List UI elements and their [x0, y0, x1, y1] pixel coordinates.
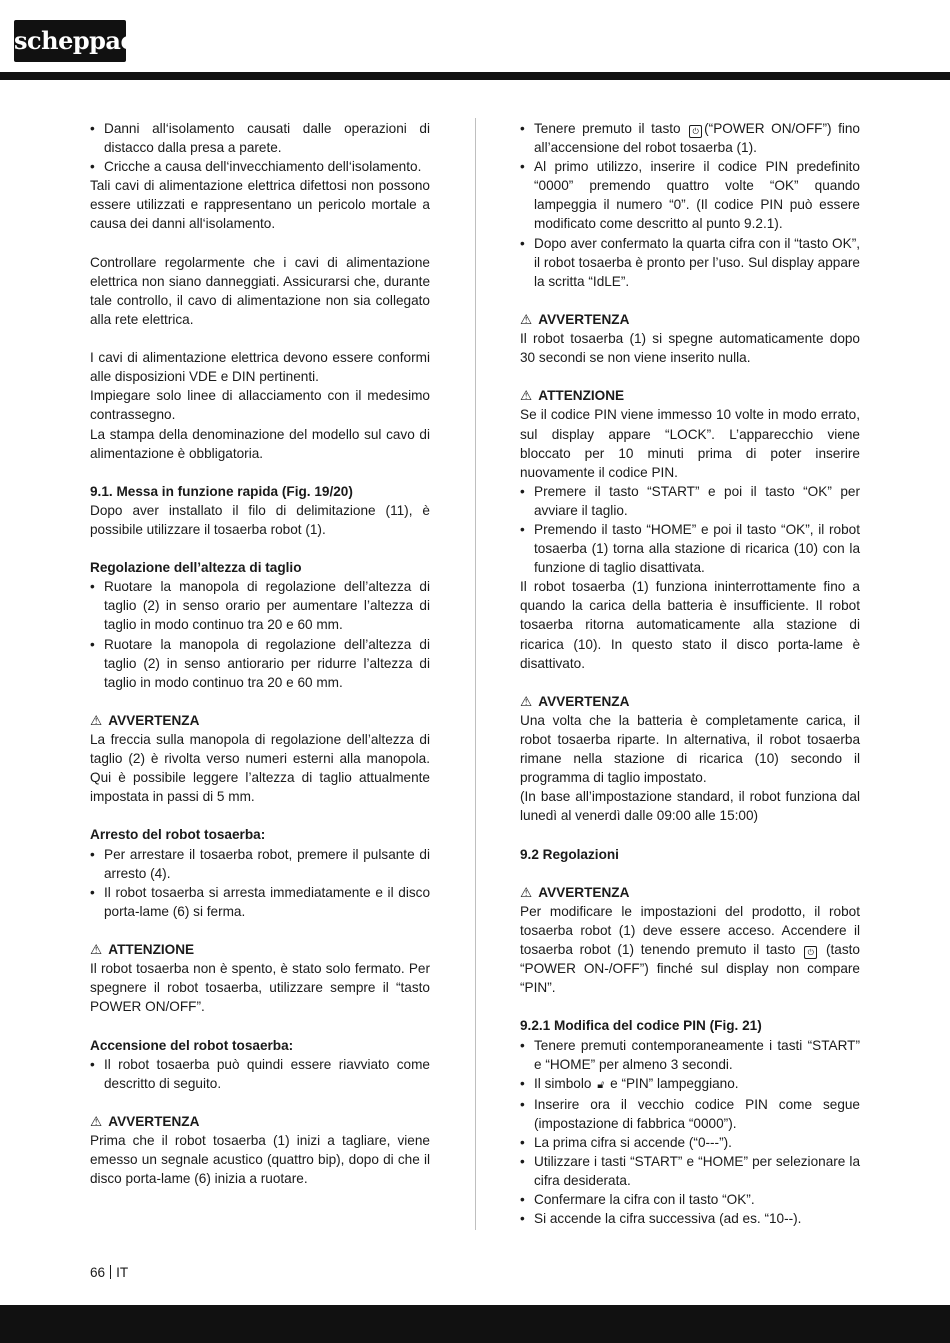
subsection-heading: 9.2.1 Modifica del codice PIN (Fig. 21) — [520, 1018, 762, 1034]
warning-heading: ⚠ AVVERTENZA — [520, 692, 860, 711]
warning-triangle-icon: ⚠ — [520, 884, 533, 900]
list-item: • Ruotare la manopola di regolazione dell’altezza di taglio (2) in senso orario per aumentare l’altezza di taglio in modo continuo tra 20 e 60 mm. — [90, 577, 430, 634]
warning-heading: ⚠ AVVERTENZA — [90, 711, 430, 730]
subsection-heading: Arresto del robot tosaerba: — [90, 827, 266, 843]
stop-list — [90, 845, 430, 921]
list-item: • Utilizzare i tasti “START” e “HOME” per selezionare la cifra desiderata. — [520, 1152, 860, 1190]
list-item: • Al primo utilizzo, inserire il codice PIN predefinito “0000” premendo quattro volte “OK” quando lampeggia il numero “0”. (Il codice PIN può essere modificato come descritto al punto 9.2.1). — [520, 157, 860, 233]
list-item: • Il robot tosaerba può quindi essere riavviato come descritto di seguito. — [90, 1055, 430, 1093]
section-heading: 9.2 Regolazioni — [520, 846, 619, 862]
paragraph: Impiegare solo linee di allacciamento con il medesimo contrassegno. — [90, 388, 430, 423]
list-item: • Per arrestare il tosaerba robot, premere il pulsante di arresto (4). — [90, 845, 430, 883]
list-item: • Ruotare la manopola di regolazione dell’altezza di taglio (2) in senso antiorario per ridurre l’altezza di taglio in modo continuo tra 20 e 60 mm. — [90, 635, 430, 692]
paragraph: La stampa della denominazione del modello sul cavo di alimentazione è obbligatoria. — [90, 426, 430, 461]
scheppach-logo: scheppach — [14, 20, 126, 62]
warning-triangle-icon: ⚠ — [520, 693, 533, 709]
cutting-height-list — [90, 577, 430, 692]
paragraph: Se il codice PIN viene immesso 10 volte in modo errato, sul display appare “LOCK”. L’apparecchio viene bloccato per 10 minuti prima di poter inserire nuovamente il codice PIN. — [520, 407, 860, 480]
left-column — [90, 119, 430, 1188]
paragraph: Il robot tosaerba (1) si spegne automaticamente dopo 30 secondi se non viene inserito nulla. — [520, 331, 860, 366]
warning-triangle-icon: ⚠ — [520, 388, 533, 404]
power-on-list — [90, 1055, 430, 1093]
paragraph: La freccia sulla manopola di regolazione dell’altezza di taglio (2) è rivolta verso numeri esterni alla manopola. Qui è possibile leggere l’altezza di taglio attualmente impostata in passi di 5 mm. — [90, 732, 430, 805]
list-item: • Tenere premuto il tasto ⏻ (“POWER ON/OFF”) fino all’accensione del robot tosaerba (1). — [520, 119, 860, 157]
paragraph: Per modificare le impostazioni del prodotto, il robot tosaerba robot (1) deve essere acceso. Accendere il tosaerba robot (1) tenendo premuto il tasto ⏻ (tasto “POWER ON-/OFF”) finché sul display non compare “PIN”. — [520, 903, 860, 996]
page-number: 66 — [90, 1265, 106, 1280]
lock-icon: 🔓︎ — [597, 1078, 605, 1091]
list-item: • La prima cifra si accende (“0---”). — [520, 1133, 860, 1152]
language-code: IT — [116, 1265, 129, 1280]
footer-separator — [110, 1265, 111, 1279]
list-item: • Dopo aver confermato la quarta cifra con il “tasto OK”, il robot tosaerba è pronto per l’uso. Sul display appare la scritta “IdLE”. — [520, 234, 860, 291]
warning-triangle-icon: ⚠ — [90, 712, 103, 728]
operation-list — [520, 482, 860, 577]
list-item: • Il simbolo 🔓︎ e “PIN” lampeggiano. — [520, 1074, 860, 1095]
warning-heading: ⚠ AVVERTENZA — [90, 1112, 430, 1131]
caution-heading: ⚠ ATTENZIONE — [90, 940, 430, 959]
paragraph: Il robot tosaerba (1) funziona ininterrottamente fino a quando la carica della batteria è insufficiente. Il robot tosaerba ritorna automaticamente alla stazione di ricarica (10). In questo stato il disco porta-lame è disattivato. — [520, 579, 860, 671]
page-footer — [90, 1265, 128, 1280]
list-item: • Premendo il tasto “HOME” e poi il tasto “OK”, il robot tosaerba (1) torna alla stazione di ricarica (10) con la funzione di taglio disattivata. — [520, 520, 860, 577]
insulation-damage-list — [90, 119, 430, 176]
list-item: • Cricche a causa dell‘invecchiamento dell‘isolamento. — [90, 157, 430, 176]
list-item: • Danni all‘isolamento causati dalle operazioni di distacco dalla presa a parete. — [90, 119, 430, 157]
subsection-heading: Accensione del robot tosaerba: — [90, 1037, 294, 1053]
paragraph: Una volta che la batteria è completamente carica, il robot tosaerba riparte. In alternativa, il robot tosaerba rimane nella stazione di ricarica (10) secondo il programma di taglio impostato. — [520, 712, 860, 786]
warning-triangle-icon: ⚠ — [520, 311, 533, 327]
warning-heading: ⚠ AVVERTENZA — [520, 310, 860, 329]
list-item: • Si accende la cifra successiva (ad es. “10--). — [520, 1209, 860, 1228]
subsection-heading: Regolazione dell’altezza di taglio — [90, 560, 302, 576]
list-item: • Premere il tasto “START” e poi il tasto “OK” per avviare il taglio. — [520, 482, 860, 520]
paragraph: Il robot tosaerba non è spento, è stato solo fermato. Per spegnere il robot tosaerba, utilizzare sempre il “tasto POWER ON/OFF”. — [90, 961, 430, 1015]
warning-heading: ⚠ AVVERTENZA — [520, 883, 860, 902]
section-heading: 9.1. Messa in funzione rapida (Fig. 19/20) — [90, 483, 353, 499]
paragraph: Tali cavi di alimentazione elettrica difettosi non possono essere utilizzati e rappresentano un pericolo mortale a causa dei danni all‘isolamento. — [90, 178, 430, 232]
paragraph: I cavi di alimentazione elettrica devono essere conformi alle disposizioni VDE e DIN pertinenti. — [90, 350, 430, 385]
startup-list — [520, 119, 860, 291]
paragraph: Controllare regolarmente che i cavi di alimentazione elettrica non siano danneggiati. Assicurarsi che, durante tale controllo, il cavo di alimentazione non sia collegato alla rete elettrica. — [90, 254, 430, 327]
list-item: • Il robot tosaerba si arresta immediatamente e il disco porta-lame (6) si ferma. — [90, 883, 430, 921]
power-key-icon: ⏻ — [804, 946, 817, 959]
list-item: • Inserire ora il vecchio codice PIN come segue (impostazione di fabbrica “0000”). — [520, 1095, 860, 1133]
pin-change-list — [520, 1036, 860, 1229]
footer-bar — [0, 1305, 950, 1343]
right-column — [520, 119, 860, 1228]
warning-triangle-icon: ⚠ — [90, 942, 103, 958]
caution-heading: ⚠ ATTENZIONE — [520, 386, 860, 405]
list-item: • Confermare la cifra con il tasto “OK”. — [520, 1190, 860, 1209]
warning-triangle-icon: ⚠ — [90, 1113, 103, 1129]
paragraph: (In base all’impostazione standard, il robot funziona dal lunedì al venerdì dalle 09:00 alle 15:00) — [520, 789, 860, 824]
column-divider — [475, 118, 476, 1230]
paragraph: Prima che il robot tosaerba (1) inizi a tagliare, viene emesso un segnale acustico (quattro bip), dopo di che il disco porta-lame (6) inizia a ruotare. — [90, 1132, 430, 1187]
header-bar — [0, 72, 950, 80]
list-item: • Tenere premuti contemporaneamente i tasti “START” e “HOME” per almeno 3 secondi. — [520, 1036, 860, 1074]
power-key-icon: ⏻ — [689, 125, 702, 138]
paragraph: Dopo aver installato il filo di delimitazione (11), è possibile utilizzare il tosaerba robot (1). — [90, 502, 430, 537]
